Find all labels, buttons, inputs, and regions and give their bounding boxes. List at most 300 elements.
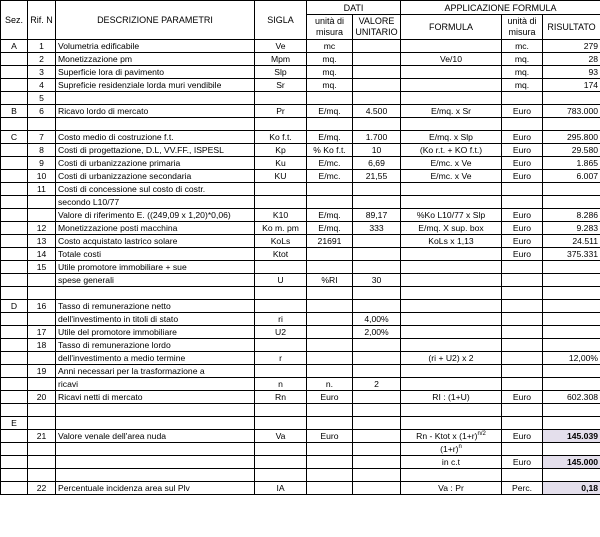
row-formula: (ri + U2) x 2: [401, 352, 502, 365]
row-unita-formula: [502, 378, 543, 391]
row-risultato: 174: [543, 79, 600, 92]
row-valore: [353, 235, 401, 248]
row-number: [28, 274, 56, 287]
row-formula: [401, 339, 502, 352]
row-formula: [401, 365, 502, 378]
row-sigla: KoLs: [255, 235, 307, 248]
row-number: 18: [28, 339, 56, 352]
row-unita: [307, 352, 353, 365]
row-number: [28, 417, 56, 430]
row-sigla: Mpm: [255, 53, 307, 66]
row-unita-formula: Euro: [502, 222, 543, 235]
row-unita-formula: Euro: [502, 170, 543, 183]
row-description: Volumetria edificabile: [56, 40, 255, 53]
row-valore: 333: [353, 222, 401, 235]
row-risultato: 24.511: [543, 235, 600, 248]
row-section: [1, 365, 28, 378]
row-unita: mc: [307, 40, 353, 53]
row-unita: E/mq.: [307, 105, 353, 118]
row-description: [56, 404, 255, 417]
row-unita: [307, 287, 353, 300]
row-description: Tasso di remunerazione lordo: [56, 339, 255, 352]
row-sigla: [255, 261, 307, 274]
table-row: [1, 157, 600, 170]
row-number: 12: [28, 222, 56, 235]
row-risultato: [543, 196, 600, 209]
row-unita: [307, 261, 353, 274]
row-sigla: Ko f.t.: [255, 131, 307, 144]
row-risultato: [543, 417, 600, 430]
row-description: dell'investimento a medio termine: [56, 352, 255, 365]
row-unita-formula: mq.: [502, 66, 543, 79]
row-risultato: 295.800: [543, 131, 600, 144]
row-section: [1, 157, 28, 170]
row-description: [56, 92, 255, 105]
row-number: 16: [28, 300, 56, 313]
row-risultato: 145.000: [543, 456, 600, 469]
row-number: [28, 209, 56, 222]
row-unita-formula: [502, 326, 543, 339]
row-unita-formula: Euro: [502, 105, 543, 118]
row-valore: 21,55: [353, 170, 401, 183]
table-row: [1, 313, 600, 326]
table-row: [1, 92, 600, 105]
row-sigla: [255, 92, 307, 105]
row-valore: [353, 417, 401, 430]
table-row: [1, 144, 600, 157]
table-row-21-divisor: [1, 443, 600, 456]
row-formula: (Ko r.t. + KO f.t.): [401, 144, 502, 157]
row-risultato: 783.000: [543, 105, 600, 118]
row-number: 4: [28, 79, 56, 92]
row-sigla: [255, 339, 307, 352]
row-valore: [353, 79, 401, 92]
row-number: 22: [28, 482, 56, 495]
row-section: [1, 222, 28, 235]
row-description: dell'investimento in titoli di stato: [56, 313, 255, 326]
row-number: 21: [28, 430, 56, 443]
row-unita: [307, 365, 353, 378]
row-valore: [353, 118, 401, 131]
row-section: [1, 339, 28, 352]
row-number: [28, 352, 56, 365]
row-section: [1, 404, 28, 417]
table-row: [1, 391, 600, 404]
header-unita-formula: unità di misura: [502, 15, 543, 40]
row-valore: 2,00%: [353, 326, 401, 339]
row-risultato: [543, 287, 600, 300]
row-valore: 4,00%: [353, 313, 401, 326]
row-valore: [353, 300, 401, 313]
row-risultato: [543, 326, 600, 339]
row-formula: E/mq. x Slp: [401, 131, 502, 144]
row-unita-formula: [502, 287, 543, 300]
row-risultato: [543, 300, 600, 313]
row-unita-formula: [502, 404, 543, 417]
row-formula: E/mc. x Ve: [401, 170, 502, 183]
row-description: secondo L10/77: [56, 196, 255, 209]
row-number: 3: [28, 66, 56, 79]
row-unita-formula: Euro: [502, 248, 543, 261]
table-row: [1, 131, 600, 144]
header-row-top: [1, 1, 600, 15]
header-dati: DATI: [307, 1, 401, 15]
row-sigla: K10: [255, 209, 307, 222]
row-valore: [353, 196, 401, 209]
row-description: Costo medio di costruzione f.t.: [56, 131, 255, 144]
row-unita-formula: [502, 365, 543, 378]
row-unita: % Ko f.t.: [307, 144, 353, 157]
table-row: [1, 66, 600, 79]
table-row-21: [1, 430, 600, 443]
row-unita-formula: [502, 118, 543, 131]
row-number: 11: [28, 183, 56, 196]
row-description: [56, 287, 255, 300]
row-risultato: 375.331: [543, 248, 600, 261]
row-sigla: r: [255, 352, 307, 365]
table-row: [1, 183, 600, 196]
row-risultato: 279: [543, 40, 600, 53]
row-sigla: [255, 365, 307, 378]
row-formula: [401, 196, 502, 209]
row-number: [28, 313, 56, 326]
row-unita-formula: [502, 261, 543, 274]
row-unita: [307, 313, 353, 326]
row-unita-formula: Euro: [502, 391, 543, 404]
row-unita-formula: Euro: [502, 144, 543, 157]
row-valore: 2: [353, 378, 401, 391]
row-unita: n.: [307, 378, 353, 391]
table-row: [1, 339, 600, 352]
row-section: [1, 170, 28, 183]
table-row: [1, 261, 600, 274]
row-formula: [401, 92, 502, 105]
row-risultato: 29.580: [543, 144, 600, 157]
row-sigla: [255, 417, 307, 430]
row-formula: [401, 313, 502, 326]
row-number: 5: [28, 92, 56, 105]
row-unita: [307, 417, 353, 430]
row-formula: [401, 66, 502, 79]
row-valore: [353, 40, 401, 53]
row-sigla: Ko m. pm: [255, 222, 307, 235]
row-risultato: [543, 92, 600, 105]
row-section: [1, 235, 28, 248]
row-unita: [307, 248, 353, 261]
row-formula: [401, 183, 502, 196]
row-description: Totale costi: [56, 248, 255, 261]
formula-exponent: n: [458, 444, 462, 451]
row-formula: $(1+r)^n$: [401, 443, 502, 456]
row-sigla: IA: [255, 482, 307, 495]
row-description: Percentuale incidenza area sul Plv: [56, 482, 255, 495]
row-number: 6: [28, 105, 56, 118]
row-formula: [401, 261, 502, 274]
table-row-21-rounded: [1, 456, 600, 469]
row-formula: Ve/10: [401, 53, 502, 66]
row-description: Ricavo lordo di mercato: [56, 105, 255, 118]
row-valore: [353, 53, 401, 66]
row-unita-formula: mc.: [502, 40, 543, 53]
row-number: 13: [28, 235, 56, 248]
row-description: spese generali: [56, 274, 255, 287]
row-number: 20: [28, 391, 56, 404]
row-valore: [353, 352, 401, 365]
row-risultato: [543, 378, 600, 391]
row-valore: [353, 66, 401, 79]
row-unita: [307, 300, 353, 313]
row-risultato: [543, 404, 600, 417]
row-risultato: [543, 365, 600, 378]
row-risultato: [543, 118, 600, 131]
row-risultato: 8.286: [543, 209, 600, 222]
row-valore: 30: [353, 274, 401, 287]
row-number: 9: [28, 157, 56, 170]
row-sigla: Pr: [255, 105, 307, 118]
row-formula: [401, 274, 502, 287]
table-row: [1, 352, 600, 365]
row-sigla: [255, 196, 307, 209]
row-formula: E/mq. X sup. box: [401, 222, 502, 235]
row-description: Costo acquistato lastrico solare: [56, 235, 255, 248]
row-unita-formula: Euro: [502, 157, 543, 170]
row-sigla: n: [255, 378, 307, 391]
row-unita-formula: [502, 196, 543, 209]
row-sigla: Rn: [255, 391, 307, 404]
header-formula: FORMULA: [401, 15, 502, 40]
row-formula: Va : Pr: [401, 482, 502, 495]
row-description: Superficie lora di pavimento: [56, 66, 255, 79]
row-description: Costi di progettazione, D.L, VV.FF., ISPESL: [56, 144, 255, 157]
row-formula: in c.t: [401, 456, 502, 469]
row-valore: [353, 365, 401, 378]
row-section: [1, 92, 28, 105]
row-description: Utile del promotore immobiliare: [56, 326, 255, 339]
row-risultato: 6.007: [543, 170, 600, 183]
header-descrizione: DESCRIZIONE PARAMETRI: [56, 1, 255, 40]
row-section: [1, 274, 28, 287]
row-formula: [401, 417, 502, 430]
row-unita-formula: Euro: [502, 430, 543, 443]
row-unita-formula: [502, 274, 543, 287]
table-row: [1, 235, 600, 248]
row-sigla: KU: [255, 170, 307, 183]
row-formula: [401, 300, 502, 313]
row-unita: [307, 339, 353, 352]
row-section: [1, 378, 28, 391]
row-unita: E/mq.: [307, 131, 353, 144]
row-valore: 6,69: [353, 157, 401, 170]
row-formula: E/mc. x Ve: [401, 157, 502, 170]
table-row: [1, 287, 600, 300]
row-description: Ricavi netti di mercato: [56, 391, 255, 404]
row-unita-formula: [502, 92, 543, 105]
row-unita: E/mq.: [307, 209, 353, 222]
row-formula: [401, 40, 502, 53]
table-row: [1, 79, 600, 92]
row-valore: [353, 391, 401, 404]
header-risultato: RISULTATO: [543, 15, 600, 40]
row-unita: [307, 118, 353, 131]
table-row: [1, 378, 600, 391]
row-risultato: [543, 183, 600, 196]
row-risultato: 28: [543, 53, 600, 66]
row-number: [28, 118, 56, 131]
row-description: Monetizzazione posti macchina: [56, 222, 255, 235]
header-sez: Sez.: [1, 1, 28, 40]
row-unita: mq.: [307, 79, 353, 92]
row-section: [1, 352, 28, 365]
row-number: 15: [28, 261, 56, 274]
row-unita: [307, 92, 353, 105]
row-valore: [353, 248, 401, 261]
row-sigla: [255, 118, 307, 131]
row-sigla: Slp: [255, 66, 307, 79]
row-unita-formula: Euro: [502, 456, 543, 469]
row-formula: [401, 378, 502, 391]
row-description: Valore venale dell'area nuda: [56, 430, 255, 443]
row-valore: [353, 287, 401, 300]
row-risultato: 93: [543, 66, 600, 79]
table-row: [1, 248, 600, 261]
row-sigla: [255, 287, 307, 300]
row-risultato: [543, 313, 600, 326]
row-unita: [307, 326, 353, 339]
row-unita: [307, 196, 353, 209]
row-description: Valore di riferimento E. ((249,09 x 1,20)*0,06): [56, 209, 255, 222]
row-formula: Rn - Ktot x $(1+r)^{n/2}$: [401, 430, 502, 443]
row-sigla: Ktot: [255, 248, 307, 261]
row-valore: 89,17: [353, 209, 401, 222]
row-sigla: Sr: [255, 79, 307, 92]
row-valore: 10: [353, 144, 401, 157]
row-unita: 21691: [307, 235, 353, 248]
row-section: [1, 313, 28, 326]
row-sigla: Va: [255, 430, 307, 443]
row-valore: [353, 92, 401, 105]
row-unita-formula: [502, 417, 543, 430]
row-section: [1, 79, 28, 92]
table-row: [1, 53, 600, 66]
row-section: C: [1, 131, 28, 144]
table-row-22: [1, 482, 600, 495]
row-number: 8: [28, 144, 56, 157]
row-unita-formula: [502, 313, 543, 326]
row-unita: E/mc.: [307, 170, 353, 183]
row-section: [1, 391, 28, 404]
row-description: [56, 417, 255, 430]
row-section: [1, 183, 28, 196]
row-sigla: Ku: [255, 157, 307, 170]
table-row: [1, 365, 600, 378]
row-formula: KoLs x 1,13: [401, 235, 502, 248]
table-row-spacer: [1, 469, 600, 482]
row-description: Anni necessari per la trasformazione a: [56, 365, 255, 378]
row-description: Monetizzazione pm: [56, 53, 255, 66]
row-unita: Euro: [307, 391, 353, 404]
row-section: [1, 326, 28, 339]
table-row: [1, 40, 600, 53]
row-unita-formula: [502, 352, 543, 365]
table-row: [1, 404, 600, 417]
header-valore: VALORE UNITARIO: [353, 15, 401, 40]
row-number: 2: [28, 53, 56, 66]
row-sigla: Kp: [255, 144, 307, 157]
row-unita-formula: Perc.: [502, 482, 543, 495]
row-risultato: 145.039: [543, 430, 600, 443]
row-section: [1, 144, 28, 157]
row-valore: [353, 183, 401, 196]
row-section: [1, 196, 28, 209]
table-row: [1, 274, 600, 287]
row-section: [1, 248, 28, 261]
row-formula: [401, 79, 502, 92]
table-row: [1, 300, 600, 313]
row-number: [28, 196, 56, 209]
row-valore: 1.700: [353, 131, 401, 144]
row-section: A: [1, 40, 28, 53]
row-description: [56, 118, 255, 131]
row-description: Costi di concessione sul costo di costr.: [56, 183, 255, 196]
row-valore: [353, 261, 401, 274]
row-unita: [307, 404, 353, 417]
row-valore: 4.500: [353, 105, 401, 118]
row-number: [28, 404, 56, 417]
row-risultato: 12,00%: [543, 352, 600, 365]
row-number: 7: [28, 131, 56, 144]
header-applicazione: APPLICAZIONE FORMULA: [401, 1, 600, 15]
row-risultato: 0,18: [543, 482, 600, 495]
row-unita: mq.: [307, 53, 353, 66]
row-risultato: 1.865: [543, 157, 600, 170]
row-formula: E/mq. x Sr: [401, 105, 502, 118]
row-section: [1, 118, 28, 131]
row-unita-formula: mq.: [502, 53, 543, 66]
row-section: [1, 261, 28, 274]
row-risultato: [543, 274, 600, 287]
table-row: [1, 417, 600, 430]
row-valore: [353, 339, 401, 352]
row-number: 19: [28, 365, 56, 378]
row-unita-formula: Euro: [502, 131, 543, 144]
row-sigla: Ve: [255, 40, 307, 53]
row-number: 14: [28, 248, 56, 261]
row-sigla: [255, 300, 307, 313]
row-number: 17: [28, 326, 56, 339]
formula-exponent: n/2: [477, 431, 486, 438]
row-unita-formula: [502, 339, 543, 352]
table-row: [1, 196, 600, 209]
row-section: [1, 66, 28, 79]
row-unita-formula: mq.: [502, 79, 543, 92]
row-formula: [401, 287, 502, 300]
row-valore: [353, 404, 401, 417]
table-row: [1, 326, 600, 339]
row-formula: [401, 118, 502, 131]
table-row: [1, 222, 600, 235]
row-formula: [401, 326, 502, 339]
row-risultato: [543, 339, 600, 352]
row-unita-formula: Euro: [502, 235, 543, 248]
row-formula: [401, 404, 502, 417]
row-unita: [307, 183, 353, 196]
table-row: [1, 170, 600, 183]
row-number: 10: [28, 170, 56, 183]
row-section: E: [1, 417, 28, 430]
row-risultato: 602.308: [543, 391, 600, 404]
row-section: [1, 287, 28, 300]
row-description: ricavi: [56, 378, 255, 391]
